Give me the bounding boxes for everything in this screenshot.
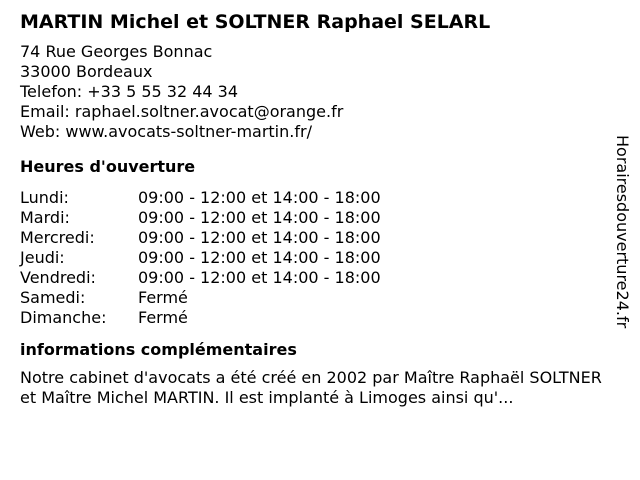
hours-time: 09:00 - 12:00 et 14:00 - 18:00 <box>138 248 381 267</box>
email-line[interactable]: Email: raphael.soltner.avocat@orange.fr <box>20 102 344 121</box>
hours-row-tuesday <box>20 208 610 228</box>
web-line[interactable]: Web: www.avocats-soltner-martin.fr/ <box>20 122 312 141</box>
hours-time: 09:00 - 12:00 et 14:00 - 18:00 <box>138 188 381 207</box>
hours-day: Jeudi: <box>20 248 65 267</box>
hours-row-saturday <box>20 288 610 308</box>
contact-block <box>20 42 610 142</box>
hours-row-wednesday <box>20 228 610 248</box>
hours-time: 09:00 - 12:00 et 14:00 - 18:00 <box>138 268 381 287</box>
site-watermark: Horairesdouverture24.fr <box>613 135 632 329</box>
business-card <box>20 10 610 408</box>
hours-day: Mercredi: <box>20 228 95 247</box>
hours-day: Samedi: <box>20 288 86 307</box>
hours-day: Mardi: <box>20 208 70 227</box>
hours-row-monday <box>20 188 610 208</box>
hours-day: Lundi: <box>20 188 69 207</box>
hours-time: Fermé <box>138 288 188 307</box>
hours-row-thursday <box>20 248 610 268</box>
hours-time: 09:00 - 12:00 et 14:00 - 18:00 <box>138 208 381 227</box>
address-street: 74 Rue Georges Bonnac <box>20 42 213 61</box>
hours-day: Vendredi: <box>20 268 96 287</box>
hours-time: Fermé <box>138 308 188 327</box>
hours-time: 09:00 - 12:00 et 14:00 - 18:00 <box>138 228 381 247</box>
business-name: MARTIN Michel et SOLTNER Raphael SELARL <box>20 11 491 33</box>
hours-row-sunday <box>20 308 610 328</box>
hours-day: Dimanche: <box>20 308 107 327</box>
info-heading: informations complémentaires <box>20 340 297 359</box>
hours-heading: Heures d'ouverture <box>20 157 196 176</box>
info-text: Notre cabinet d'avocats a été créé en 2002 par Maître Raphaël SOLTNER et Maître Michel MARTIN. Il est implanté à Limoges ainsi qu'... <box>20 368 602 407</box>
phone-line[interactable]: Telefon: +33 5 55 32 44 34 <box>20 82 239 101</box>
address-city: 33000 Bordeaux <box>20 62 153 81</box>
hours-row-friday <box>20 268 610 288</box>
hours-table <box>20 188 610 328</box>
